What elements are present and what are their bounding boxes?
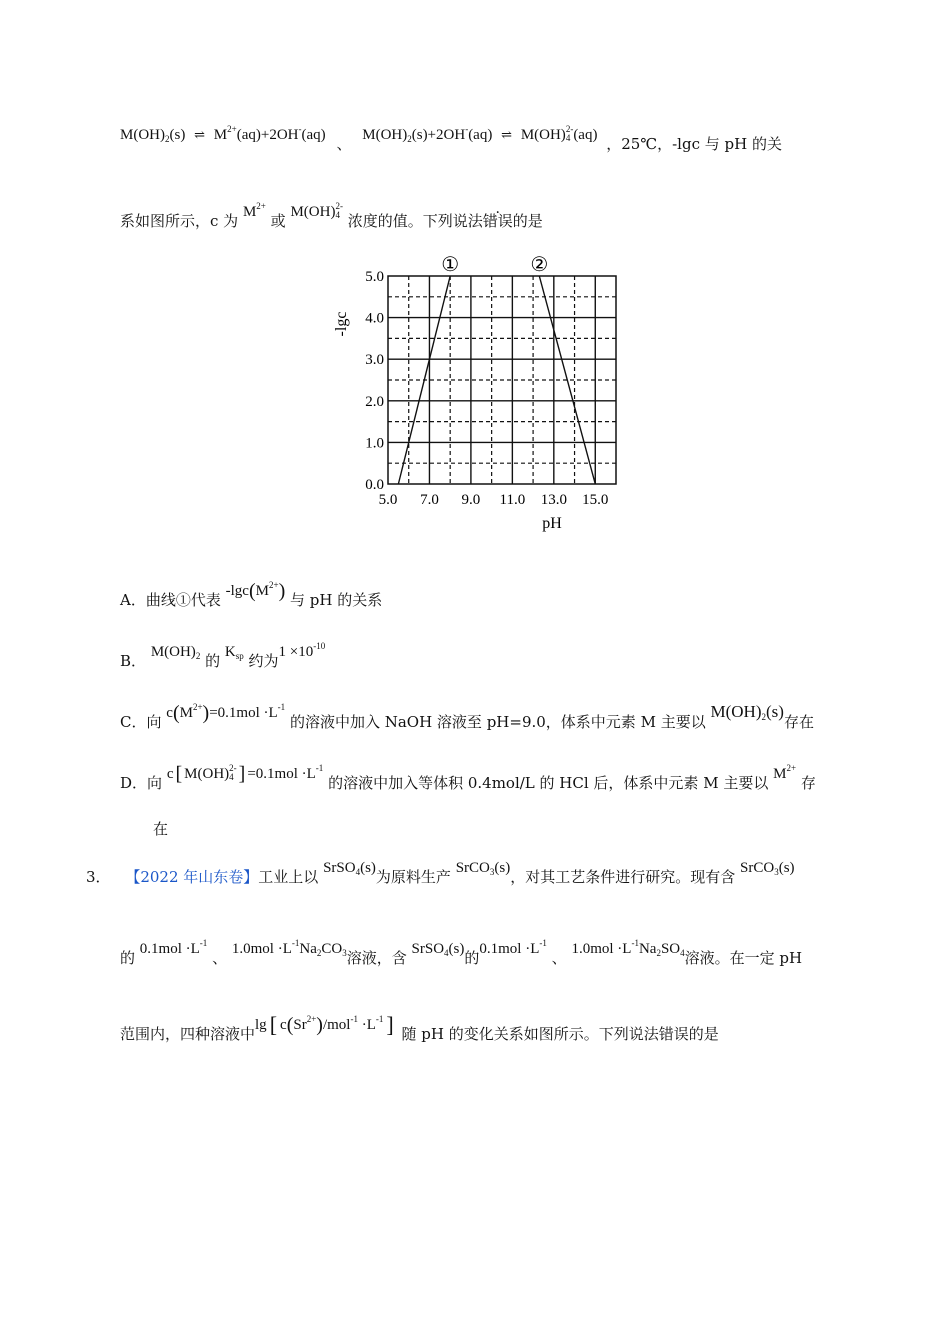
- series-line-1: [398, 276, 450, 484]
- intro-text: 系如图所示，c 为: [120, 212, 239, 230]
- intro-text: 的是: [512, 212, 543, 230]
- q3-text: 溶液。在一定 pH: [684, 949, 803, 967]
- option-label: A．: [120, 591, 146, 609]
- q3-text: ，对其工艺条件进行研究。现有含: [510, 868, 736, 886]
- option-d-wrap: [153, 818, 168, 840]
- srso4-formula: SrSO$_4$(s): [411, 941, 465, 958]
- option-text: 向: [147, 774, 163, 792]
- y-tick-label: 0.0: [365, 477, 384, 493]
- ion-m2plus: $M^{2+}$: [242, 201, 266, 220]
- series-label-2: ②: [530, 254, 549, 276]
- q3-text: 为原料生产: [375, 868, 451, 886]
- separator: 、: [551, 949, 567, 967]
- intro-line-2: [120, 201, 543, 233]
- lg-expression: lg [ $c(Sr^{2+})/mol^{-1} \cdot L^{-1}$ ]: [255, 1012, 394, 1037]
- q3-text: 范围内，四种溶液中: [120, 1025, 256, 1043]
- chart-series: [398, 254, 595, 484]
- q3-text: 的: [464, 949, 480, 967]
- option-c-conc: $c(M^{2+})=0.1mol \cdot L^{-1}$: [166, 702, 286, 724]
- x-tick-label: 13.0: [540, 492, 567, 508]
- y-tick-label: 3.0: [365, 352, 384, 369]
- intro-text: 或: [270, 212, 286, 230]
- option-text: 存: [800, 774, 816, 792]
- option-b: [120, 641, 326, 677]
- q3-line-1: [86, 860, 795, 893]
- x-axis-label: pH: [542, 515, 562, 532]
- conc-value: $0.1mol \cdot L^{-1}$: [139, 938, 208, 957]
- intro-tail: ，25℃，-lgc 与 pH 的关: [606, 135, 782, 153]
- option-d-conc: c [ M(OH) 2- 4 ] $=0.1mol \cdot L^{-1}$: [166, 763, 324, 785]
- eq1-lhs: $M(OH)_2(s)$: [120, 127, 186, 144]
- q3-line-3: [120, 1012, 719, 1046]
- eq2-lhs: $M(OH)_2(s)+2OH^-(aq)$: [362, 124, 493, 144]
- option-c-species: $M(OH)_2(s)$: [710, 702, 784, 722]
- option-text: 约为: [248, 652, 279, 670]
- option-text: 的: [205, 652, 221, 670]
- emphasis-word: 错误: [482, 212, 513, 230]
- q3-text: 随 pH 的变化关系如图所示。下列说法错误的是: [401, 1025, 719, 1043]
- y-tick-label: 5.0: [365, 269, 384, 285]
- option-text: 向: [146, 713, 162, 731]
- separator: 、: [336, 135, 352, 153]
- option-label: D．: [120, 774, 148, 792]
- y-tick-label: 1.0: [365, 435, 384, 452]
- option-d: [120, 763, 816, 795]
- srco3-formula: SrCO$_3$(s): [455, 860, 511, 877]
- conc-na2co3: $1.0mol \cdot L^{-1}Na_2CO_3$: [231, 938, 347, 958]
- y-axis-label: -lgc: [333, 311, 350, 337]
- option-c: [120, 702, 814, 738]
- option-text: 与 pH 的关系: [290, 591, 383, 609]
- eq1-rhs: $M^{2+}(aq)+2OH^-(aq)$: [213, 124, 326, 143]
- equilibrium-arrow-icon: ⇌: [194, 128, 206, 143]
- option-b-formula: $M(OH)_2$: [150, 644, 201, 661]
- x-tick-label: 15.0: [582, 492, 609, 508]
- exam-source-tag: 【2022 年山东卷】: [125, 868, 259, 886]
- eq2-rhs: M(OH) 2- 4 (aq): [520, 124, 598, 143]
- q3-text: 工业上以: [258, 868, 319, 886]
- question-number: 3．: [86, 868, 111, 886]
- conc-na2so4: $1.0mol \cdot L^{-1}Na_2SO_4$: [571, 938, 685, 958]
- option-text: 曲线①代表: [145, 591, 221, 609]
- srco3-formula: SrCO$_3$(s): [740, 860, 795, 877]
- option-text: 的溶液中加入 NaOH 溶液至 pH=9.0，体系中元素 M 主要以: [289, 713, 706, 731]
- q3-text: 溶液，含: [346, 949, 407, 967]
- option-a: [120, 580, 383, 612]
- option-label: B．: [120, 652, 147, 670]
- complex-ion: M(OH) 2- 4: [290, 201, 343, 220]
- x-tick-label: 9.0: [461, 492, 481, 508]
- y-tick-label: 4.0: [365, 310, 384, 327]
- x-tick-label: 5.0: [378, 492, 398, 508]
- intro-line-1: [120, 118, 782, 153]
- option-label: C．: [120, 713, 147, 731]
- option-b-value: $1 \times 10^{-10}$: [278, 641, 326, 660]
- option-text: 的溶液中加入等体积 0.4mol/L 的 HCl 后，体系中元素 M 主要以: [328, 774, 769, 792]
- y-tick-label: 2.0: [365, 393, 384, 410]
- option-d-ion: $M^{2+}$: [773, 763, 797, 782]
- option-a-expr: $-\lg c(M^{2+})$: [225, 580, 286, 602]
- q3-line-2: [120, 938, 803, 974]
- intro-text: 浓度的值。下列说法: [347, 212, 483, 230]
- conc-value: $0.1mol \cdot L^{-1}$: [479, 938, 547, 957]
- x-tick-label: 11.0: [499, 492, 526, 508]
- x-tick-label: 7.0: [420, 492, 439, 508]
- ph-lgc-chart: [330, 252, 650, 542]
- srso4-formula: SrSO$_4$(s): [323, 860, 376, 877]
- separator: 、: [212, 949, 228, 967]
- option-text: 存在: [783, 713, 814, 731]
- q3-text: 的: [120, 949, 136, 967]
- chart-grid: [388, 276, 616, 484]
- equilibrium-arrow-icon: ⇌: [501, 128, 513, 143]
- option-text: 在: [153, 820, 169, 838]
- option-b-ksp: $K_{sp}$: [224, 644, 244, 661]
- series-label-1: ①: [441, 254, 460, 276]
